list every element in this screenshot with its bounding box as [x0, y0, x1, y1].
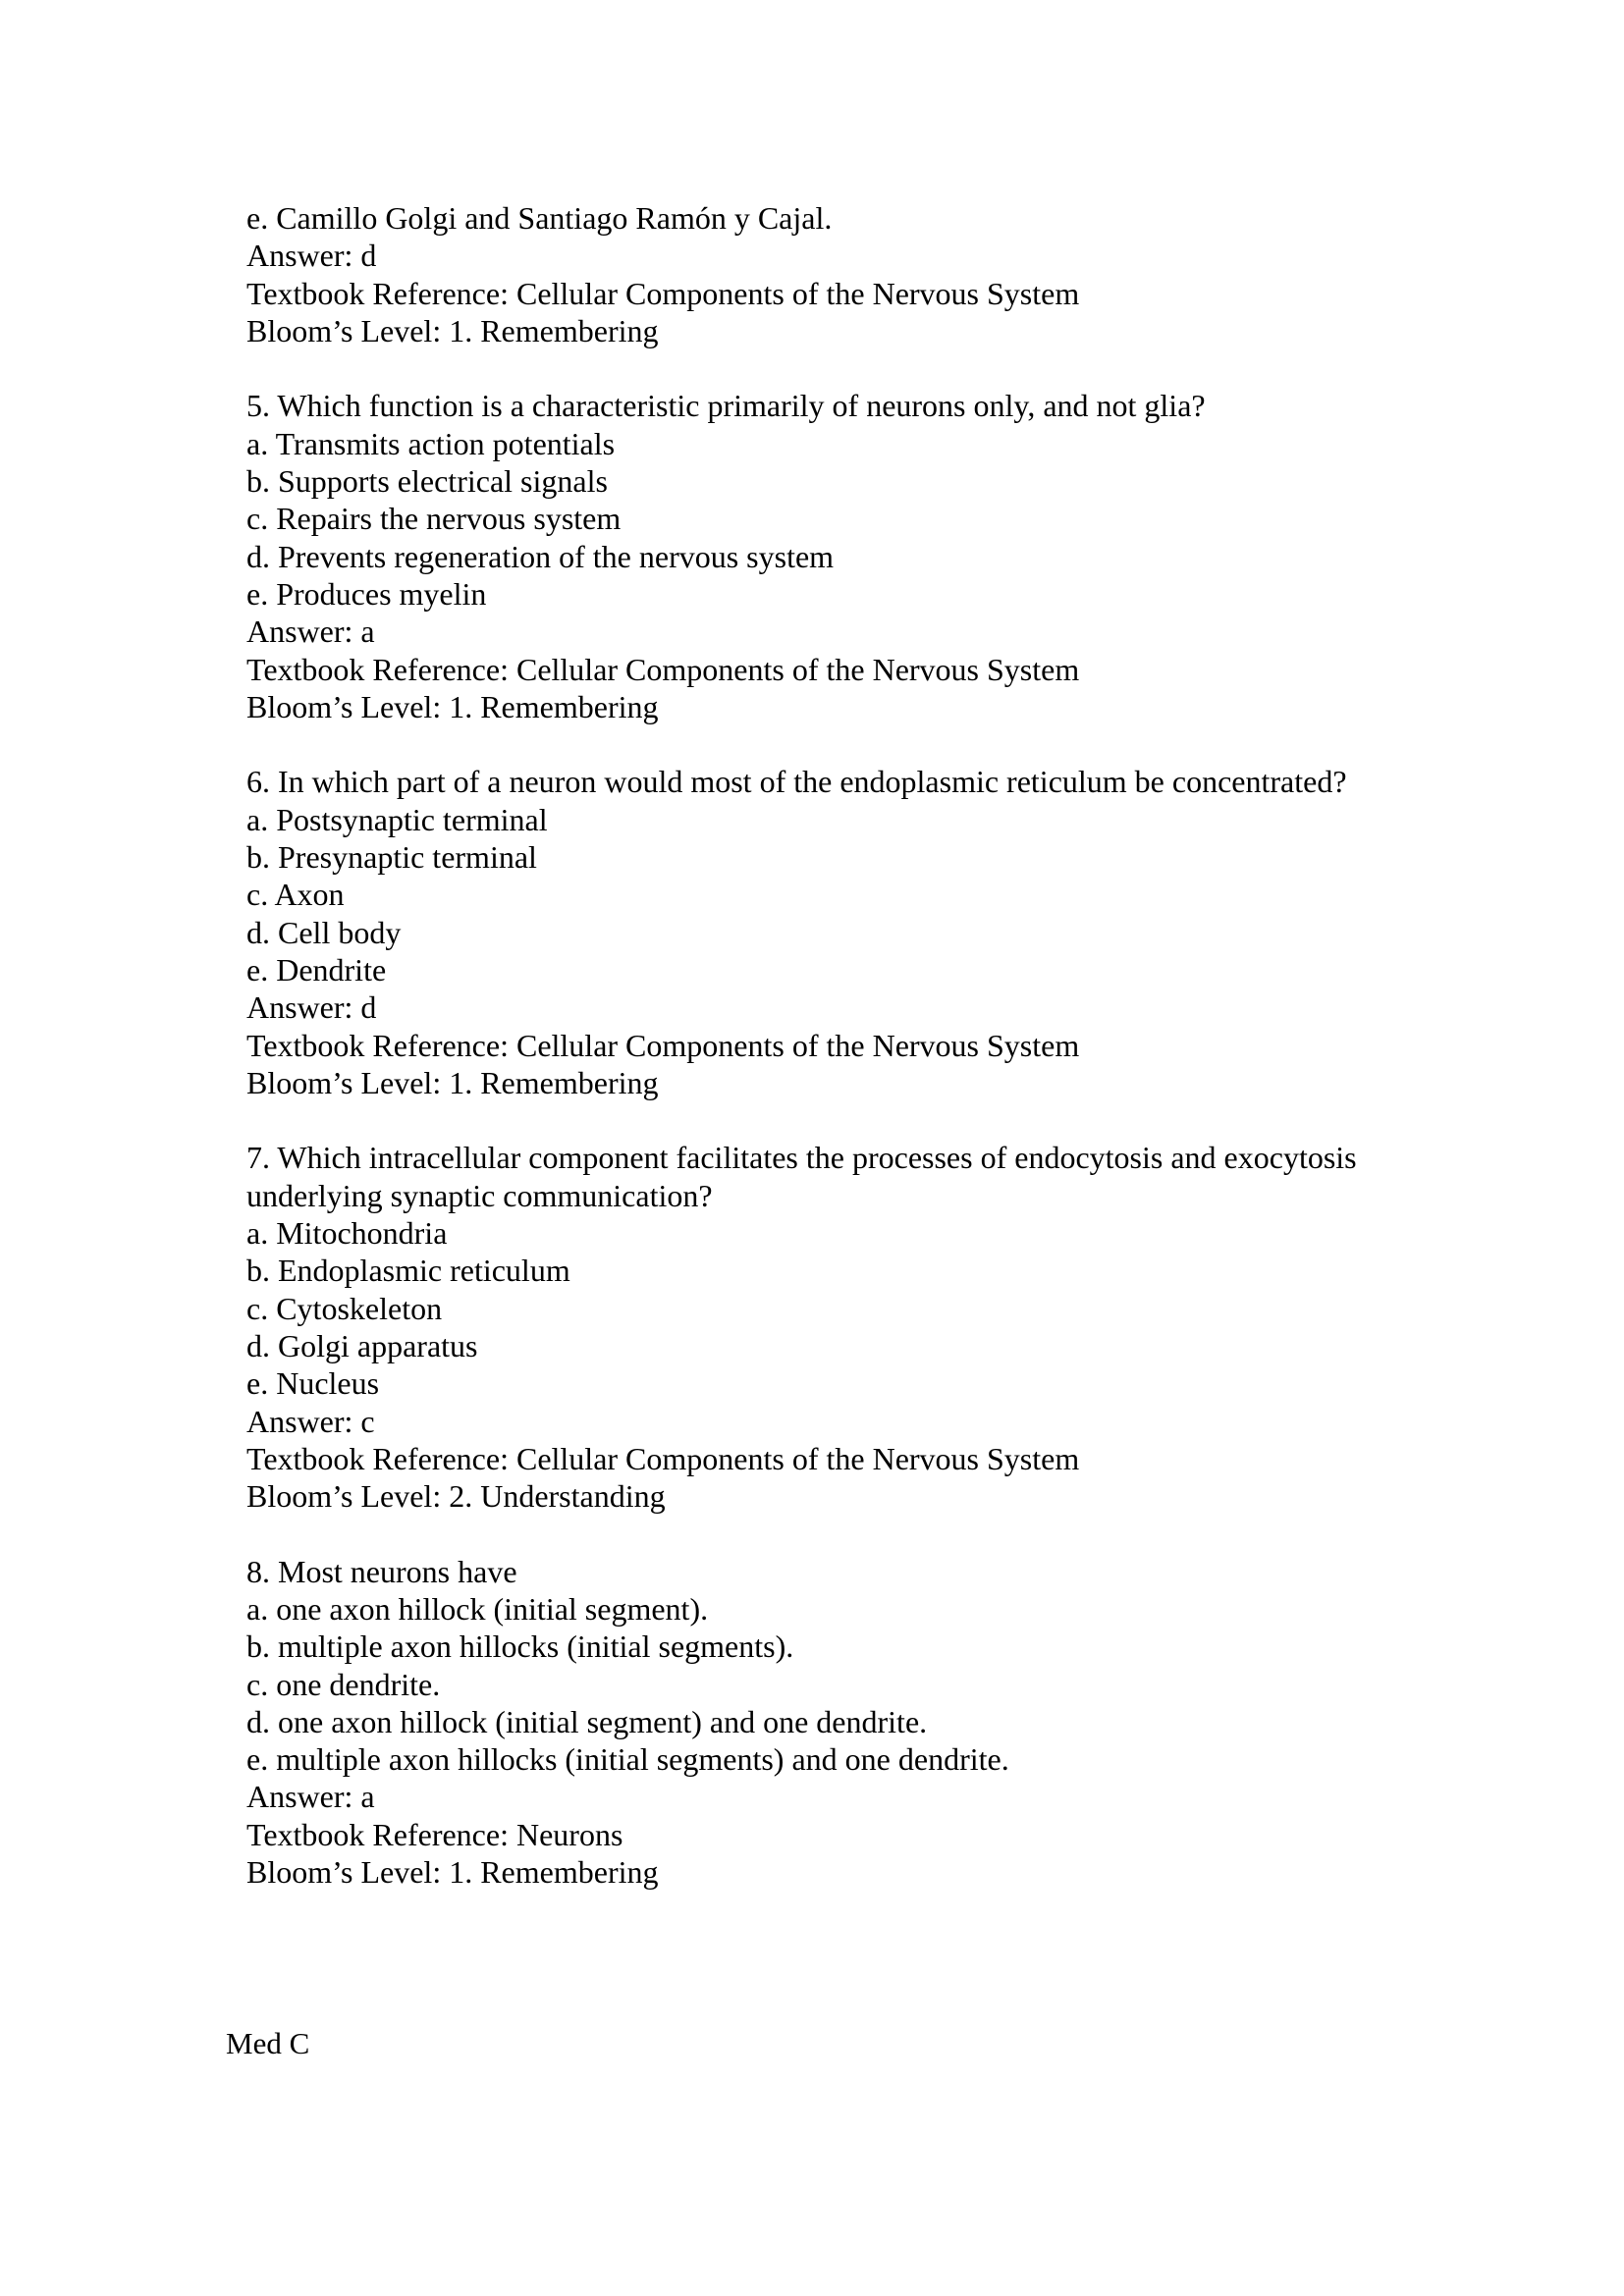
question-6 [246, 763, 1474, 1101]
option-b: b. multiple axon hillocks (initial segments). [246, 1629, 794, 1665]
question-text: 6. In which part of a neuron would most of the endoplasmic reticulum be concentrated? [246, 764, 1347, 800]
option-d: d. one axon hillock (initial segment) and one dendrite. [246, 1703, 928, 1739]
blooms-level: Bloom’s Level: 1. Remembering [246, 312, 659, 348]
answer: Answer: d [246, 989, 377, 1026]
question-8 [246, 1553, 1474, 1892]
option-e: e. Dendrite [246, 951, 387, 988]
option-a: a. Postsynaptic terminal [246, 801, 548, 837]
option-c: c. Repairs the nervous system [246, 501, 622, 537]
option-d: d. Cell body [246, 914, 402, 950]
spacer [246, 1101, 1474, 1139]
page-content [246, 199, 1474, 1891]
option-e: e. multiple axon hillocks (initial segments) and one dendrite. [246, 1741, 1009, 1778]
textbook-reference: Textbook Reference: Cellular Components of the Nervous System [246, 1440, 1080, 1476]
question-text-line-2: underlying synaptic communication? [246, 1177, 713, 1213]
option-d: d. Prevents regeneration of the nervous system [246, 538, 835, 574]
option-b: b. Supports electrical signals [246, 463, 608, 500]
spacer [246, 1515, 1474, 1552]
spacer [246, 349, 1474, 387]
textbook-reference: Textbook Reference: Cellular Components of the Nervous System [246, 651, 1080, 687]
option-e: e. Produces myelin [246, 575, 487, 612]
question-7 [246, 1139, 1474, 1515]
option-c: c. one dendrite. [246, 1666, 441, 1702]
question-text-line-1: 7. Which intracellular component facilitates the processes of endocytosis and exocytosis [246, 1140, 1357, 1176]
blooms-level: Bloom’s Level: 1. Remembering [246, 1064, 659, 1100]
option-d: d. Golgi apparatus [246, 1327, 478, 1363]
blooms-level: Bloom’s Level: 2. Understanding [246, 1478, 666, 1515]
spacer [246, 725, 1474, 763]
answer: Answer: a [246, 1779, 375, 1815]
answer: Answer: c [246, 1403, 375, 1439]
option-c: c. Axon [246, 877, 345, 913]
question-4-continued [246, 199, 1474, 349]
answer: Answer: a [246, 614, 375, 650]
option-a: a. Transmits action potentials [246, 425, 616, 461]
option-b: b. Endoplasmic reticulum [246, 1253, 570, 1289]
question-5 [246, 387, 1474, 725]
page-footer: Med C [226, 2026, 310, 2060]
blooms-level: Bloom’s Level: 1. Remembering [246, 1854, 659, 1891]
option-e: e. Nucleus [246, 1365, 380, 1402]
option-b: b. Presynaptic terminal [246, 839, 537, 876]
question-text: 5. Which function is a characteristic primarily of neurons only, and not glia? [246, 388, 1206, 424]
option-c: c. Cytoskeleton [246, 1290, 443, 1326]
textbook-reference: Textbook Reference: Cellular Components of the Nervous System [246, 275, 1080, 311]
blooms-level: Bloom’s Level: 1. Remembering [246, 688, 659, 724]
option-a: a. Mitochondria [246, 1215, 448, 1252]
textbook-reference: Textbook Reference: Neurons [246, 1816, 623, 1852]
option-e: e. Camillo Golgi and Santiago Ramón y Cajal. [246, 200, 833, 236]
textbook-reference: Textbook Reference: Cellular Components of the Nervous System [246, 1027, 1080, 1063]
question-text: 8. Most neurons have [246, 1553, 517, 1589]
option-a: a. one axon hillock (initial segment). [246, 1590, 709, 1627]
answer: Answer: d [246, 238, 377, 274]
